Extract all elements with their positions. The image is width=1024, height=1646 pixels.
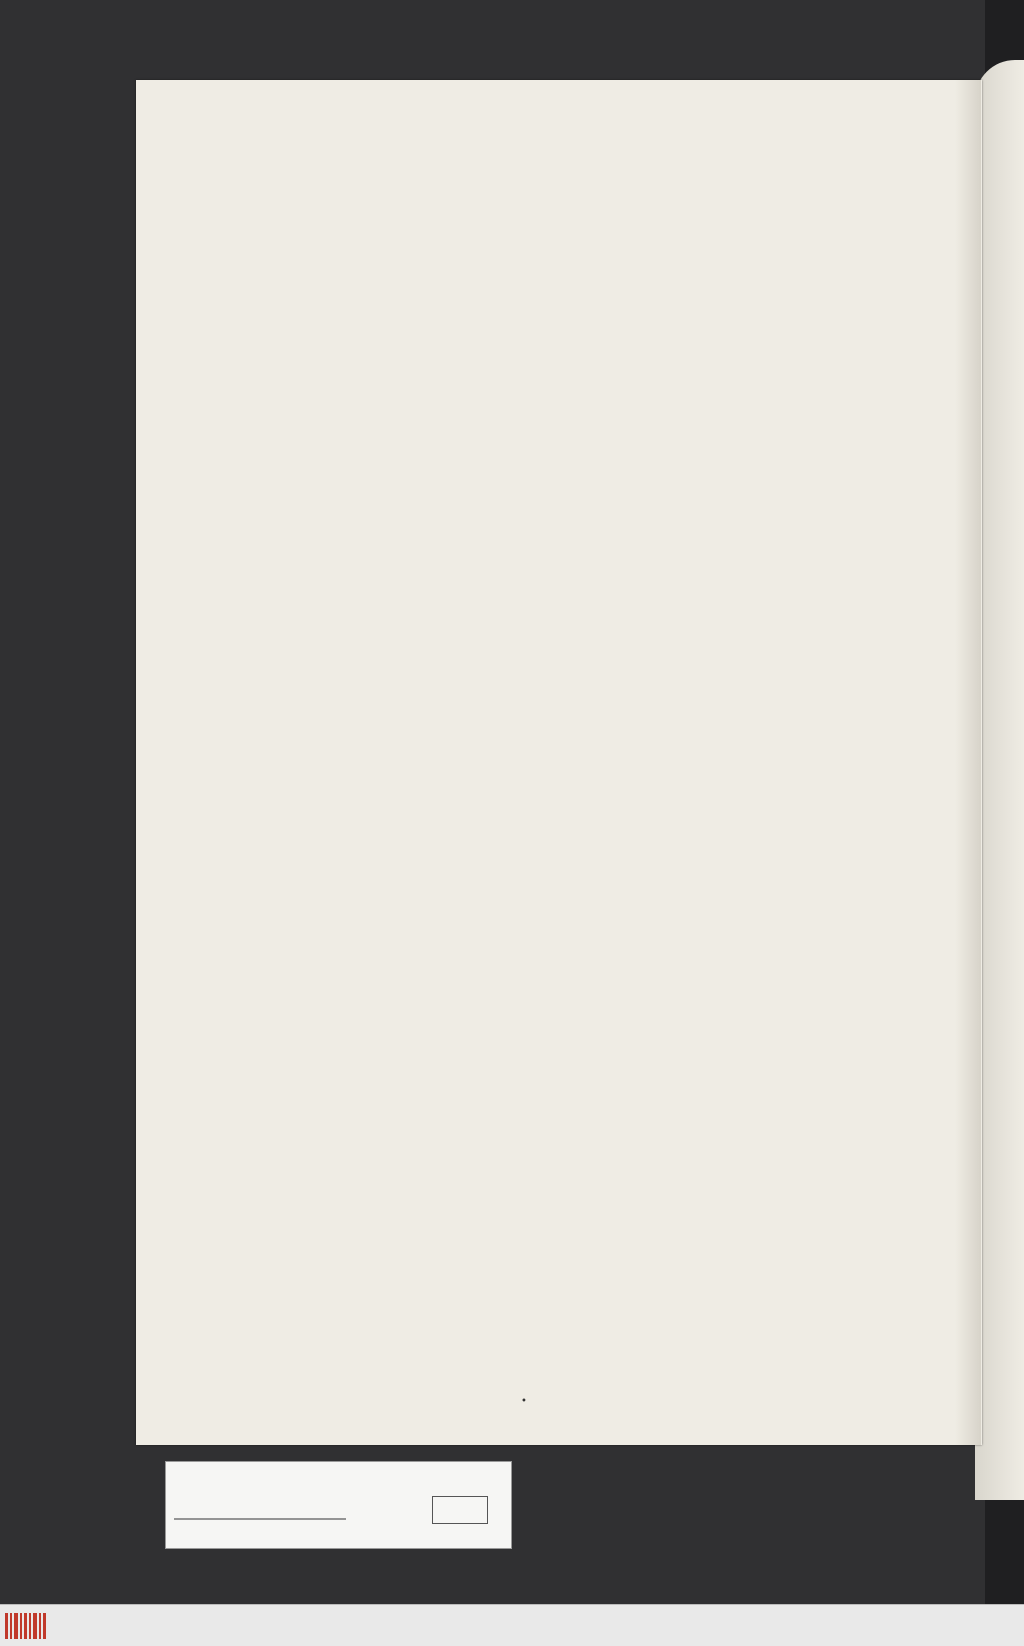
page-gutter-shadow [955,80,981,1445]
hab-barcode-logo-icon [4,1611,48,1641]
page-dot-mark: • [521,1396,527,1407]
facing-page-edge [975,60,1024,1500]
status-bar [0,1604,1024,1646]
color-calibration-bar [165,1461,512,1549]
gray-scale-swatches [432,1496,488,1524]
ruler-scale [174,1492,354,1520]
drop-capital [316,403,356,447]
book-page [136,80,982,1445]
